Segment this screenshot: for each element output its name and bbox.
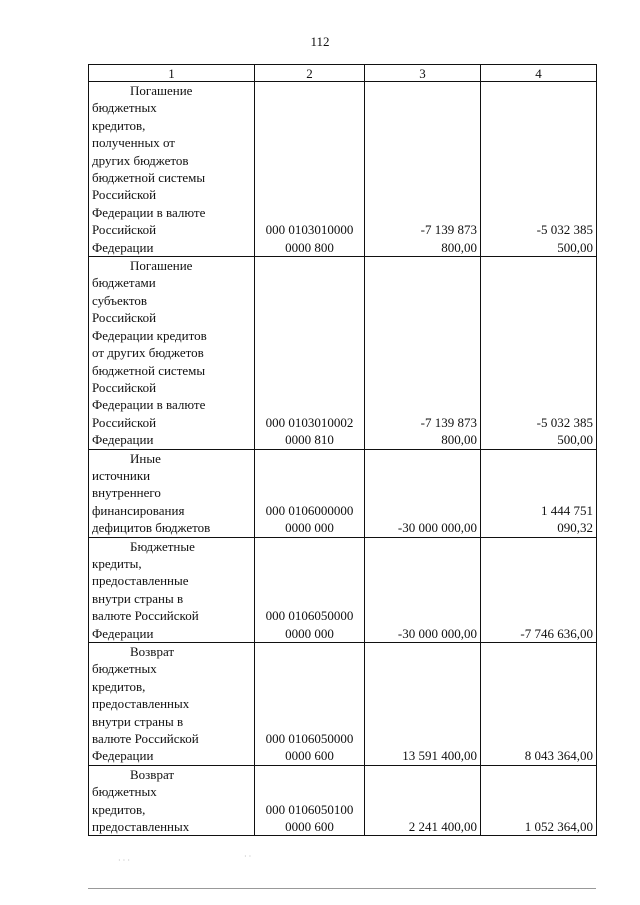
row-name-cell-line: Российской [92, 310, 157, 326]
row-value-col4 [481, 765, 597, 836]
row-name-cell-line: внутри страны в [92, 590, 184, 606]
row-code-cell-line: 000 0103010002 [265, 414, 354, 430]
row-code-cell-line: 0000 810 [285, 432, 334, 448]
row-name-cell-line: дефицитов бюджетов [92, 520, 211, 536]
column-header-2: 2 [255, 65, 365, 82]
row-name-cell [89, 449, 255, 537]
row-value-col4 [481, 257, 597, 449]
row-name-cell-line: Российской [92, 414, 157, 430]
scan-artifact: · · · [118, 856, 130, 865]
row-value-col3-line: 800,00 [441, 432, 477, 448]
row-name-cell [89, 82, 255, 257]
row-code-cell-line: 000 0106050000 [265, 608, 354, 624]
row-code-cell-line: 0000 600 [285, 819, 334, 835]
row-name-cell-line: Федерации [92, 625, 154, 641]
page-number: 112 [310, 34, 330, 49]
row-code-cell [255, 537, 365, 642]
row-name-cell-line: бюджетных [92, 661, 157, 677]
row-code-cell-line: 000 0106050000 [265, 731, 354, 747]
row-name-cell-line: бюджетами [92, 275, 156, 291]
row-code-cell-line: 0000 000 [285, 520, 334, 536]
row-value-col4-line: 500,00 [557, 432, 593, 448]
row-value-col4 [481, 449, 597, 537]
row-value-col3-line: -7 139 873 [420, 222, 477, 238]
row-name-cell-line: валюте Российской [92, 608, 199, 624]
row-code-cell [255, 765, 365, 836]
row-value-col4-line: 1 052 364,00 [524, 819, 593, 835]
row-code-cell [255, 643, 365, 766]
row-value-col3-line: -30 000 000,00 [397, 625, 477, 641]
row-name-cell-line: Возврат [130, 766, 175, 782]
scan-artifact: · · [244, 852, 252, 861]
row-name-cell-line: кредиты, [92, 555, 142, 571]
row-name-cell-line: бюджетной системы [92, 170, 206, 186]
table-row [89, 537, 597, 642]
row-name-cell [89, 643, 255, 766]
row-name-cell-line: предоставленных [92, 696, 190, 712]
row-value-col4-line: -5 032 385 [536, 222, 593, 238]
row-name-cell-line: Российской [92, 187, 157, 203]
row-name-cell-line: кредитов, [92, 801, 146, 817]
row-value-col4-line: 090,32 [557, 520, 593, 536]
row-value-col4-line: 500,00 [557, 239, 593, 255]
row-code-cell-line: 0000 800 [285, 239, 334, 255]
row-value-col3 [365, 449, 481, 537]
row-name-cell-line: других бюджетов [92, 152, 189, 168]
table-row [89, 449, 597, 537]
row-name-cell-line: Погашение [130, 258, 193, 274]
table-row [89, 643, 597, 766]
row-name-cell-line: от других бюджетов [92, 345, 204, 361]
row-value-col3-line: -7 139 873 [420, 414, 477, 430]
row-value-col4-line: 1 444 751 [541, 502, 593, 518]
row-name-cell-line: Федерации [92, 748, 154, 764]
row-name-cell [89, 765, 255, 836]
row-name-cell-line: валюте Российской [92, 731, 199, 747]
row-value-col3-line: 800,00 [441, 239, 477, 255]
row-name-cell-line: Федерации в валюте [92, 204, 206, 220]
row-name-cell-line: кредитов, [92, 678, 146, 694]
row-name-cell-line: предоставленные [92, 573, 189, 589]
row-name-cell-line: внутри страны в [92, 713, 184, 729]
row-code-cell-line: 000 0106050100 [265, 801, 354, 817]
row-value-col3 [365, 537, 481, 642]
table-row [89, 765, 597, 836]
row-value-col4 [481, 82, 597, 257]
row-value-col4 [481, 537, 597, 642]
row-name-cell-line: Федерации кредитов [92, 327, 207, 343]
page-bottom-divider [88, 888, 596, 889]
row-code-cell-line: 000 0106000000 [265, 502, 354, 518]
row-name-cell-line: кредитов, [92, 117, 146, 133]
budget-sources-table [88, 64, 597, 836]
row-value-col3 [365, 257, 481, 449]
row-value-col4-line: -5 032 385 [536, 414, 593, 430]
row-value-col3 [365, 765, 481, 836]
row-name-cell-line: Погашение [130, 83, 193, 98]
column-header-3: 3 [365, 65, 481, 82]
row-code-cell-line: 000 0103010000 [265, 222, 354, 238]
row-name-cell-line: источники [92, 467, 151, 483]
row-value-col3-line: -30 000 000,00 [397, 520, 477, 536]
row-name-cell-line: Иные [130, 450, 161, 466]
row-value-col4 [481, 643, 597, 766]
row-name-cell-line: предоставленных [92, 819, 190, 835]
row-name-cell-line: Возврат [130, 644, 175, 659]
column-header-4: 4 [481, 65, 597, 82]
row-name-cell [89, 537, 255, 642]
row-code-cell [255, 82, 365, 257]
row-name-cell-line: субъектов [92, 292, 148, 308]
row-code-cell [255, 449, 365, 537]
row-value-col3 [365, 643, 481, 766]
row-name-cell-line: бюджетных [92, 784, 157, 800]
row-name-cell-line: финансирования [92, 502, 185, 518]
row-name-cell-line: полученных от [92, 135, 175, 151]
row-value-col3 [365, 82, 481, 257]
column-header-1: 1 [89, 65, 255, 82]
row-name-cell-line: бюджетных [92, 100, 157, 116]
row-value-col4-line: -7 746 636,00 [520, 625, 593, 641]
row-name-cell-line: внутреннего [92, 485, 161, 501]
row-name-cell-line: Федерации в валюте [92, 397, 206, 413]
row-name-cell-line: Российской [92, 222, 157, 238]
table-row [89, 257, 597, 449]
row-value-col3-line: 2 241 400,00 [408, 819, 477, 835]
row-name-cell-line: Федерации [92, 432, 154, 448]
row-name-cell [89, 257, 255, 449]
row-name-cell-line: бюджетной системы [92, 362, 206, 378]
table-body [89, 82, 597, 836]
table-row [89, 82, 597, 257]
row-code-cell-line: 0000 000 [285, 625, 334, 641]
row-code-cell-line: 0000 600 [285, 748, 334, 764]
row-name-cell-line: Российской [92, 379, 157, 395]
row-name-cell-line: Федерации [92, 239, 154, 255]
table-header-row [89, 65, 597, 82]
row-name-cell-line: Бюджетные [130, 538, 195, 554]
row-value-col4-line: 8 043 364,00 [524, 748, 593, 764]
row-value-col3-line: 13 591 400,00 [402, 748, 477, 764]
row-code-cell [255, 257, 365, 449]
